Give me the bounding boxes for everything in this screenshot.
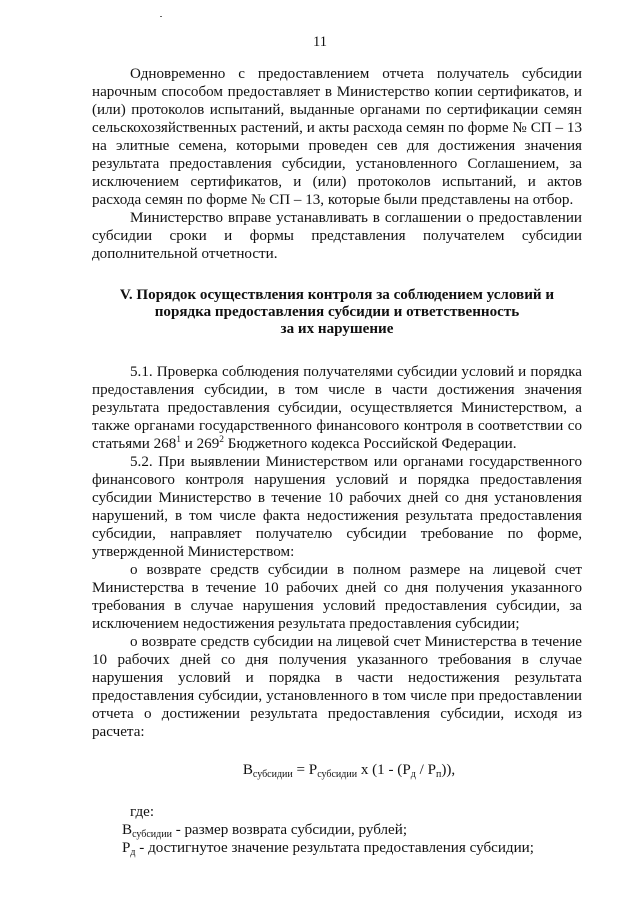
section-heading-line-2: порядка предоставления субсидии и ответственность (154, 304, 520, 320)
refund-formula (92, 761, 582, 779)
clause-5-1-text: 5.1. Проверка соблюдения получателями субсидии условий и порядка предоставления субсидии, в том числе в части достижения значения результата предоставления субсидии, осуществляется Министерством, а также органами государственного финансового контроля в соответствии со статьями 268 (92, 364, 582, 452)
clause-5-1 (92, 363, 582, 453)
def-2-sub: д (130, 847, 136, 858)
def-2-text: - достигнутое значение результата предоставления субсидии; (135, 840, 534, 856)
def-1-symbol: В (122, 822, 133, 838)
formula-pp-sub: п (435, 769, 442, 780)
def-1-sub: субсидии (132, 829, 172, 840)
formula-pd-sub: д (410, 769, 416, 780)
formula-rhs-sub: субсидии (317, 769, 358, 780)
formula-lhs: В (242, 762, 253, 778)
formula-tail-1: х (1 - (Р (357, 762, 411, 778)
page-number: 11 (313, 34, 327, 50)
definition-refund-amount (92, 821, 582, 839)
document-body (92, 65, 582, 857)
formula-eq: = Р (292, 762, 318, 778)
clause-5-1-and: и 269 (181, 436, 220, 452)
section-heading-line-1: V. Порядок осуществления контроля за соблюдением условий и (119, 287, 555, 303)
formula-slash: / Р (415, 762, 436, 778)
formula-tail-2: )), (441, 762, 456, 778)
formula-lhs-sub: субсидии (252, 769, 293, 780)
article-268-superscript: 1 (176, 435, 182, 445)
intro-paragraph-1: Одновременно с предоставлением отчета получатель субсидии нарочным способом предоставляет в Министерство копии сертификатов, и (или) протоколов испытаний, выданные органами по сертификации семян сельскохозяйственных растений, и акты расхода семян по форме № СП – 13 на элитные семена, которыми проведен сев для достижения значения результата предоставления субсидии, установленного Соглашением, за исключением сертификатов, и (или) протоколов испытаний, и актов расхода семян по форме № СП – 13, которые были представлены на отбор. (92, 66, 582, 208)
section-heading (92, 287, 582, 338)
intro-paragraph-2: Министерство вправе устанавливать в соглашении о предоставлении субсидии сроки и формы представления получателем субсидии дополнительной отчетности. (92, 210, 582, 262)
scan-speck (160, 16, 162, 17)
list-item-full-refund: о возврате средств субсидии в полном размере на лицевой счет Министерства в течение 10 рабочих дней со дня получения указанного требования в случае нарушения условий предоставления субсидии, за исключением недостижения результата предоставления субсидии; (92, 562, 582, 632)
section-heading-line-3: за их нарушение (280, 321, 394, 337)
article-269-superscript: 2 (219, 435, 225, 445)
def-1-text: - размер возврата субсидии, рублей; (171, 822, 408, 838)
list-item-partial-refund: о возврате средств субсидии на лицевой счет Министерства в течение 10 рабочих дней со дня получения указанного требования в случае нарушения условий и порядка в части недостижения результата предоставления субсидии, установленного в том числе при предоставлении отчета о достижении результата предоставления субсидии, исходя из расчета: (92, 634, 582, 740)
clause-5-1-tail: Бюджетного кодекса Российской Федерации. (224, 436, 517, 452)
clause-5-2: 5.2. При выявлении Министерством или органами государственного финансового контроля нарушения условий и порядка предоставления субсидии Министерство в течение 10 рабочих дней со дня установления нарушений, в том числе факта недостижения результата предоставления субсидии, направляет получателю субсидии требование по форме, утвержденной Министерством: (92, 454, 582, 560)
def-2-symbol: Р (122, 840, 131, 856)
definition-achieved-value (92, 839, 582, 857)
where-label: где: (130, 804, 155, 820)
